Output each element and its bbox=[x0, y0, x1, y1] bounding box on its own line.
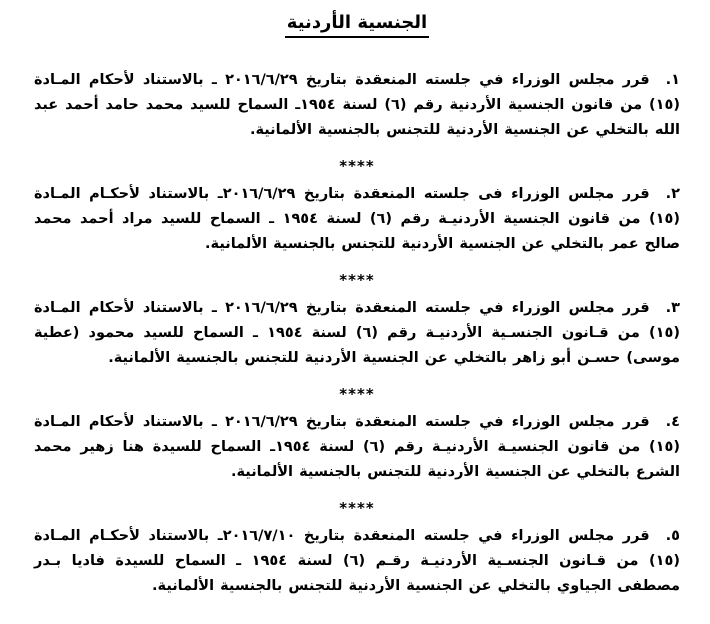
decision-text: قرر مجلس الوزراء في جلسته المنعقدة بتاريخ ٢٠١٦/٧/١٠ـ بالاستناد لأحكـام المـادة (١٥) من قـانون الجنسـية الأردنيـة رقـم (٦) لسنة ١٩٥٤ ـ السماح للسيدة فاديا بـدر مصطفى الجياوي بالتخلي عن الجنسية الأردنية للتجنس بالجنسية الألمانية. bbox=[34, 528, 681, 594]
item-number: ٣. bbox=[665, 300, 680, 316]
section-separator: **** bbox=[339, 157, 375, 175]
decision-item-2 bbox=[34, 182, 680, 257]
item-number: ٢. bbox=[665, 186, 680, 202]
decision-paragraph bbox=[34, 68, 680, 143]
decision-text: قرر مجلس الوزراء في جلسته المنعقدة بتاريخ ٢٠١٦/٦/٢٩ ـ بالاستناد لأحكام المـادة (١٥) من قـانون الجنسـية الأردنيـة رقم (٦) لسنة ١٩٥٤ ـ السماح للسيد محمود (عطية موسى) حسـن أبو زاهر بالتخلي عن الجنسية الأردنية للتجنس بالجنسية الألمانية. bbox=[34, 300, 680, 366]
decision-item-5 bbox=[34, 524, 680, 599]
decision-paragraph bbox=[34, 410, 680, 485]
decision-item-3 bbox=[34, 296, 680, 371]
item-number: ٥. bbox=[665, 528, 680, 544]
decision-text: قرر مجلس الوزراء فى جلسته المنعقدة بتاريخ ٢٠١٦/٦/٢٩ـ بالاستناد لأحكـام المـادة (١٥) من قانون الجنسية الأردنيـة رقم (٦) لسنة ١٩٥٤ ـ السماح للسيد مراد أحمد محمد صالح عمر بالتخلي عن الجنسية الأردنية للتجنس بالجنسية الألمانية. bbox=[34, 186, 680, 252]
decision-text: قرر مجلس الوزراء في جلسته المنعقدة بتاريخ ٢٠١٦/٦/٢٩ ـ بالاستناد لأحكام المـادة (١٥) من قانون الجنسية الأردنية رقم (٦) لسنة ١٩٥٤ـ السماح للسيد محمد حامد أحمد عبد الله بالتخلي عن الجنسية الأردنية للتجنس بالجنسية الألمانية. bbox=[34, 72, 680, 138]
page-title: الجنسية الأردنية bbox=[285, 12, 429, 38]
section-separator: **** bbox=[339, 499, 375, 517]
decision-paragraph bbox=[34, 296, 680, 371]
item-number: ١. bbox=[665, 72, 680, 88]
section-separator: **** bbox=[339, 271, 375, 289]
decision-text: قرر مجلس الوزراء في جلسته المنعقدة بتاريخ ٢٠١٦/٦/٢٩ ـ بالاستناد لأحكام المـادة (١٥) من قانون الجنسيـة الأردنيـة رقم (٦) لسنة ١٩٥٤ـ السماح للسيدة هنا زهير محمد الشرع بالتخلي عن الجنسية الأردنية للتجنس بالجنسية الألمانية. bbox=[34, 414, 680, 480]
decision-item-4 bbox=[34, 410, 680, 485]
section-separator: **** bbox=[339, 385, 375, 403]
decision-paragraph bbox=[34, 182, 680, 257]
decision-item-1 bbox=[34, 68, 680, 143]
item-number: ٤. bbox=[665, 414, 680, 430]
decision-paragraph bbox=[34, 524, 680, 599]
